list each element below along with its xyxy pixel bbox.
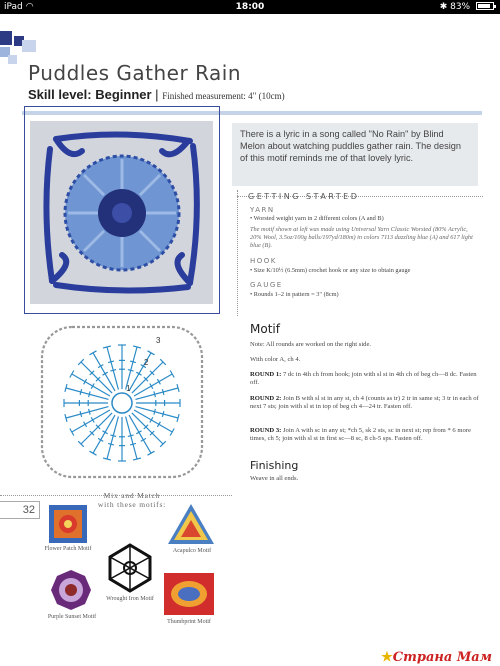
hook-heading: HOOK — [250, 257, 277, 265]
mix-and-match-heading: Mix and Match with these motifs: — [97, 491, 167, 509]
intro-box — [232, 123, 478, 186]
treble-stitch-symbol — [66, 388, 109, 399]
stitch-diagram — [32, 319, 212, 492]
battery-percent: 83% — [450, 2, 471, 12]
yarn-heading: YARN — [250, 206, 275, 214]
treble-crossbar — [108, 361, 114, 363]
motif-note: Note: All rounds are worked on the right side. — [250, 341, 372, 348]
device-name: iPad — [4, 2, 23, 12]
divider-vertical — [237, 190, 238, 316]
getting-started-heading: GETTING STARTED — [248, 192, 360, 201]
gauge-bullet: • Rounds 1–2 in pattern = 3" (8cm) — [250, 291, 339, 298]
round-3-text: Join A with sc in any st; *ch 5, sk 2 sts, sc in next st; rep from * 6 more times, ch 5; join with sl st in first sc—8 sc, 8 ch-5 sps. Fasten off. — [250, 427, 471, 443]
battery-fill — [478, 4, 490, 8]
hook-bullet: • Size K/10½ (6.5mm) crochet hook or any size to obtain gauge — [250, 267, 411, 274]
treble-crossbar — [80, 389, 82, 395]
battery-icon — [476, 2, 494, 10]
purple-sunset-icon — [50, 569, 92, 611]
treble-crossbar — [89, 409, 91, 415]
treble-crossbar — [128, 370, 134, 372]
treble-crossbar — [130, 443, 136, 445]
page-title: Puddles Gather Rain — [28, 61, 242, 85]
yarn-section — [250, 206, 480, 250]
skill-line — [28, 87, 285, 102]
round-2 — [250, 395, 482, 412]
motif-photo — [30, 121, 213, 304]
separator: | — [155, 87, 159, 102]
treble-cap — [148, 451, 155, 455]
treble-stitch-symbol — [136, 388, 179, 399]
flower-patch-thumbnail[interactable] — [48, 504, 88, 549]
flower-patch-label: Flower Patch Motif — [44, 546, 92, 552]
acapulco-label: Acapulco Motif — [172, 548, 212, 554]
round-1-text: 7 dc in 4th ch from hook; join with sl st in 4th ch of beg ch—8 dc. Fasten off. — [250, 371, 477, 387]
thumbprint-icon — [163, 572, 215, 616]
watermark-text: Страна Мам — [392, 650, 492, 665]
status-bar — [0, 0, 500, 14]
treble-crossbar — [80, 411, 82, 417]
finished-measurement: Finished measurement: 4" (10cm) — [162, 91, 285, 101]
purple-sunset-thumbnail[interactable] — [50, 569, 92, 616]
hook-section — [250, 257, 480, 275]
finishing-heading: Finishing — [250, 459, 299, 472]
diagram-label-3: 3 — [156, 336, 161, 345]
treble-cap — [70, 429, 74, 436]
finishing-text: Weave in all ends. — [250, 475, 299, 482]
treble-crossbar — [154, 391, 156, 397]
round-1 — [250, 371, 482, 388]
treble-crossbar — [89, 391, 91, 397]
thumbprint-thumbnail[interactable] — [163, 572, 215, 621]
treble-cap — [70, 371, 74, 378]
flower-patch-icon — [48, 504, 88, 544]
treble-cap — [170, 429, 174, 436]
round-2-text: Join B with sl st in any st, ch 4 (counts as tr) 2 tr in same st; 3 tr in each of next 7 sts; join with sl st in top of beg ch 4—24 tr. Fasten off. — [250, 395, 479, 411]
treble-crossbar — [110, 370, 116, 372]
treble-crossbar — [108, 443, 114, 445]
treble-stitch-symbol — [126, 417, 137, 460]
treble-stitch-symbol — [66, 407, 109, 418]
round-2-label: ROUND 2: — [250, 395, 282, 402]
wrought-iron-thumbnail[interactable] — [106, 543, 154, 598]
yarn-bullet: • Worsted weight yarn in 2 different colors (A and B) — [250, 215, 384, 222]
thumbprint-label: Thumbprint Motif — [167, 619, 211, 625]
diagram-label-2: 2 — [144, 358, 149, 367]
treble-crossbar — [110, 435, 116, 437]
treble-crossbar — [162, 411, 164, 417]
treble-cap — [90, 351, 97, 355]
gauge-heading: GAUGE — [250, 281, 283, 289]
treble-stitch-symbol — [107, 347, 118, 390]
intro-text: There is a lyric in a song called "No Rain" by Blind Melon about watching puddles gather rain. The design of this motif reminds me of that lovely lyric. — [240, 129, 461, 163]
treble-cap — [90, 451, 97, 455]
wrought-iron-icon — [106, 543, 154, 593]
treble-crossbar — [162, 389, 164, 395]
treble-crossbar — [130, 361, 136, 363]
wrought-iron-label: Wrought Iron Motif — [106, 596, 154, 602]
crochet-motif-image — [30, 121, 213, 304]
round-3-label: ROUND 3: — [250, 427, 282, 434]
book-page[interactable] — [0, 14, 500, 666]
diagram-label-1: 1 — [126, 384, 131, 393]
acapulco-thumbnail[interactable] — [166, 502, 216, 551]
acapulco-icon — [166, 502, 216, 546]
bluetooth-icon: ✱ — [439, 2, 448, 12]
treble-crossbar — [128, 435, 134, 437]
page-number: 32 — [0, 501, 40, 519]
motif-color: With color A, ch 4. — [250, 356, 301, 363]
star-icon: ★ — [381, 650, 393, 665]
clock: 18:00 — [235, 2, 265, 12]
treble-stitch-symbol — [136, 407, 179, 418]
treble-cap — [148, 351, 155, 355]
gauge-section — [250, 281, 480, 299]
skill-level: Skill level: Beginner — [28, 87, 152, 102]
yarn-note: The motif shown at left was made using Universal Yarn Classic Worsted (80% Acrylic, 20% Wool, 3.5oz/100g balls/197yd/180m) in colors 7113 dazzling blue (A) and 617 light blue (B). — [250, 226, 473, 249]
round-1-label: ROUND 1: — [250, 371, 282, 378]
treble-stitch-symbol — [107, 417, 118, 460]
stitch-diagram-svg — [32, 319, 212, 487]
watermark — [381, 650, 492, 665]
treble-cap — [170, 371, 174, 378]
round-3 — [250, 427, 482, 444]
treble-crossbar — [154, 409, 156, 415]
motif-heading: Motif — [250, 322, 280, 336]
purple-sunset-label: Purple Sunset Motif — [47, 614, 97, 620]
wifi-icon: ◠ — [25, 2, 34, 12]
